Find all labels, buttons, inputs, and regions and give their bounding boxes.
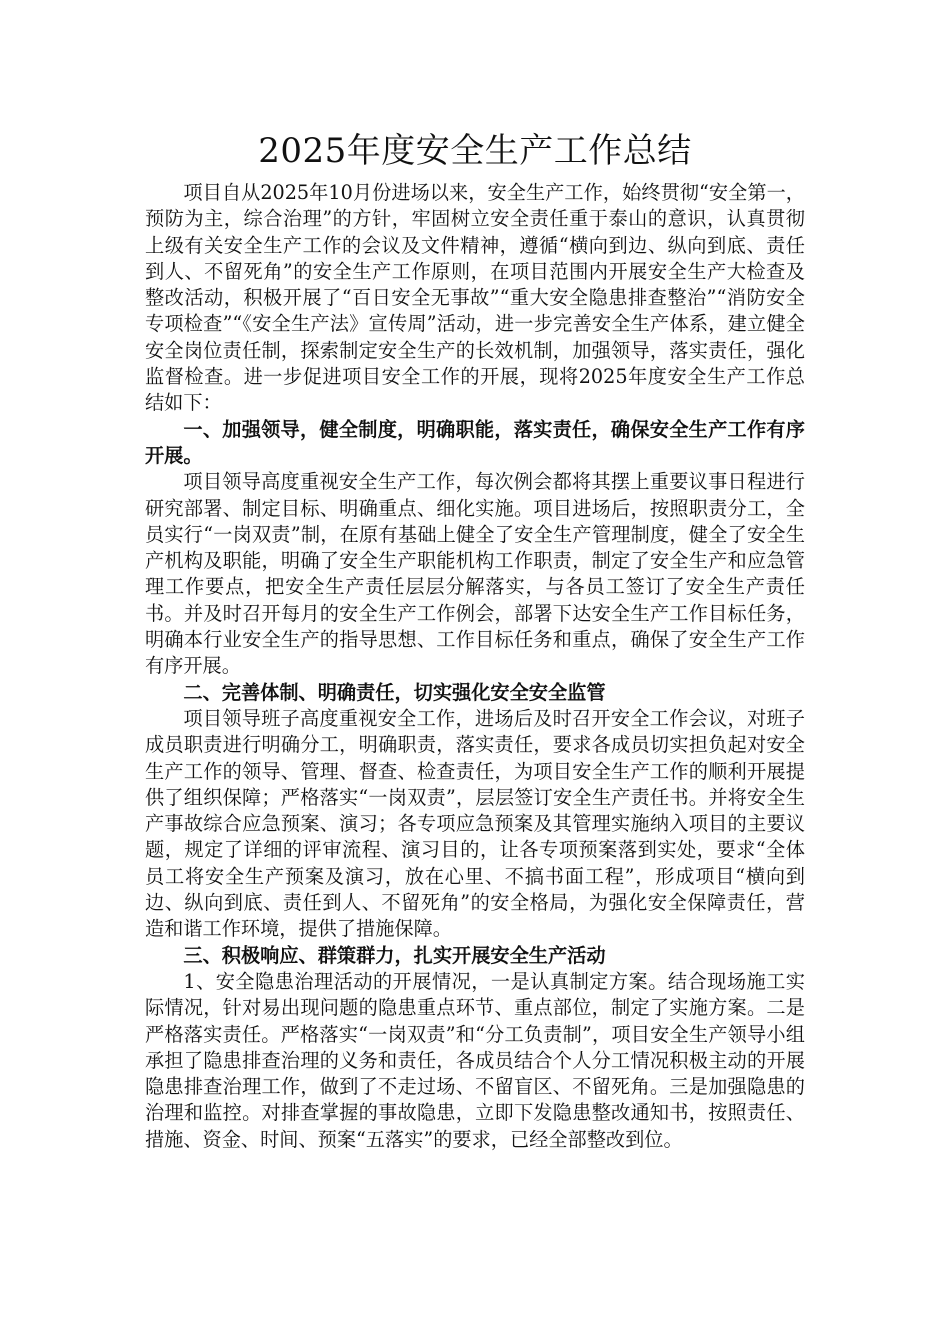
document-title: 2025年度安全生产工作总结	[258, 131, 692, 171]
intro-paragraph: 项目自从2025年10月份进场以来，安全生产工作，始终贯彻“安全第一，预防为主，综合治理”的方针，牢固树立安全责任重于泰山的意识，认真贯彻上级有关安全生产工作的会议及文件精神，遵循“横向到边、纵向到底、责任到人、不留死角”的安全生产工作原则，在项目范围内开展安全生产大检查及整改活动，积极开展了“百日安全无事故”“重大安全隐患排查整治”“消防安全专项检查”“《安全生产法》宣传周”活动，进一步完善安全生产体系，建立健全安全岗位责任制，探索制定安全生产的长效机制，加强领导，落实责任，强化监督检查。进一步促进项目安全工作的开展，现将2025年度安全生产工作总结如下：	[145, 181, 805, 415]
section-heading-1: 一、加强领导，健全制度，明确职能，落实责任，确保安全生产工作有序开展。	[145, 417, 805, 467]
section-heading-3: 三、积极响应、群策群力，扎实开展安全生产活动	[183, 943, 606, 967]
section-heading-2: 二、完善体制、明确责任，切实强化安全安全监管	[183, 680, 606, 704]
section-2-paragraph: 项目领导班子高度重视安全工作，进场后及时召开安全工作会议，对班子成员职责进行明确分工，明确职责，落实责任，要求各成员切实担负起对安全生产工作的领导、管理、督查、检查责任，为项目安全生产工作的顺利开展提供了组织保障；严格落实“一岗双责”，层层签订安全生产责任书。并将安全生产事故综合应急预案、演习；各专项应急预案及其管理实施纳入项目的主要议题，规定了详细的评审流程、演习目的，让各专项预案落到实处，要求“全体员工将安全生产预案及演习，放在心里、不搞书面工程”，形成项目“横向到边、纵向到底、责任到人、不留死角”的安全格局，为强化安全保障责任，营造和谐工作环境，提供了措施保障。	[145, 706, 805, 941]
document-body	[145, 180, 805, 1153]
section-1-paragraph: 项目领导高度重视安全生产工作，每次例会都将其摆上重要议事日程进行研究部署、制定目标、明确重点、细化实施。项目进场后，按照职责分工，全员实行“一岗双责”制，在原有基础上健全了安全生产管理制度，健全了安全生产机构及职能，明确了安全生产职能机构工作职责，制定了安全生产和应急管理工作要点，把安全生产责任层层分解落实，与各员工签订了安全生产责任书。并及时召开每月的安全生产工作例会，部署下达安全生产工作目标任务，明确本行业安全生产的指导思想、工作目标任务和重点，确保了安全生产工作有序开展。	[145, 470, 805, 678]
section-3-paragraph: 1、安全隐患治理活动的开展情况，一是认真制定方案。结合现场施工实际情况，针对易出现问题的隐患重点环节、重点部位，制定了实施方案。二是严格落实责任。严格落实“一岗双责”和“分工负责制”，项目安全生产领导小组承担了隐患排查治理的义务和责任，各成员结合个人分工情况积极主动的开展隐患排查治理工作，做到了不走过场、不留盲区、不留死角。三是加强隐患的治理和监控。对排查掌握的事故隐患，立即下发隐患整改通知书，按照责任、措施、资金、时间、预案“五落实”的要求，已经全部整改到位。	[145, 969, 805, 1151]
